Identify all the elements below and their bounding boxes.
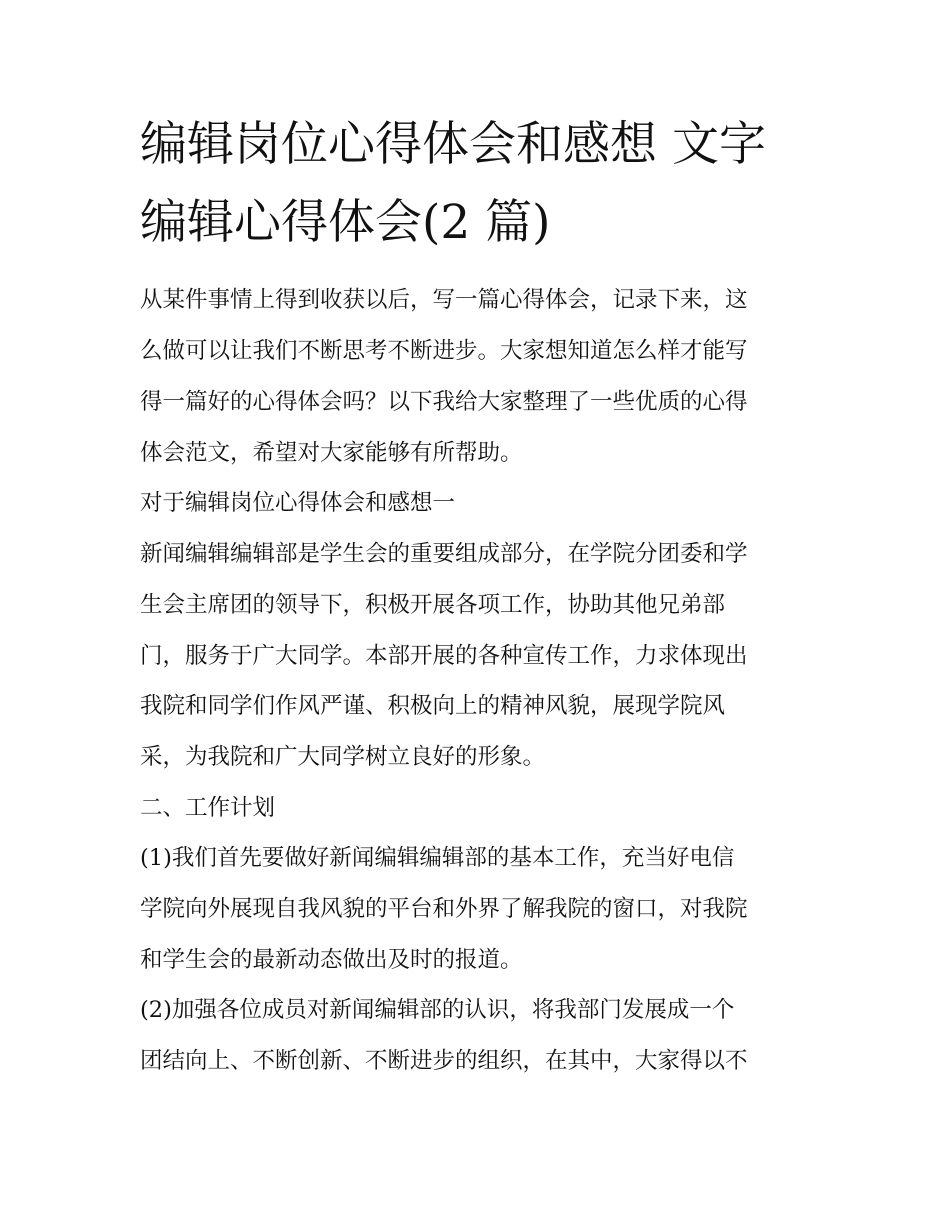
section-heading-1: 对于编辑岗位心得体会和感想一	[140, 490, 456, 516]
body-line-2: 么做可以让我们不断思考不断进步。大家想知道怎么样才能写	[140, 338, 748, 364]
body-line-8: 门，服务于广大同学。本部开展的各种宣传工作，力求体现出	[140, 643, 748, 669]
body-line-7: 生会主席团的领导下，积极开展各项工作，协助其他兄弟部	[140, 592, 726, 618]
body-line-3: 得一篇好的心得体会吗？以下我给大家整理了一些优质的心得	[140, 389, 748, 415]
body-line-1: 从某件事情上得到收获以后，写一篇心得体会，记录下来，这	[140, 287, 748, 313]
body-line-13: 学院向外展现自我风貌的平台和外界了解我院的窗口，对我院	[140, 896, 748, 922]
section-heading-2: 二、工作计划	[140, 795, 276, 821]
body-line-6: 新闻编辑编辑部是学生会的重要组成部分，在学院分团委和学	[140, 541, 748, 567]
body-line-10: 采，为我院和广大同学树立良好的形象。	[140, 744, 546, 770]
body-line-12: (1)我们首先要做好新闻编辑编辑部的基本工作，充当好电信	[140, 845, 735, 871]
body-line-15: (2)加强各位成员对新闻编辑部的认识，将我部门发展成一个	[140, 997, 735, 1023]
document-title-line-1: 编辑岗位心得体会和感想 文字	[140, 117, 766, 172]
body-line-9: 我院和同学们作风严谨、积极向上的精神风貌，展现学院风	[140, 693, 726, 719]
body-line-16: 团结向上、不断创新、不断进步的组织，在其中，大家得以不	[140, 1048, 748, 1074]
body-line-4: 体会范文，希望对大家能够有所帮助。	[140, 440, 523, 466]
body-line-14: 和学生会的最新动态做出及时的报道。	[140, 947, 523, 973]
document-title-line-2: 编辑心得体会(2 篇)	[140, 195, 551, 250]
